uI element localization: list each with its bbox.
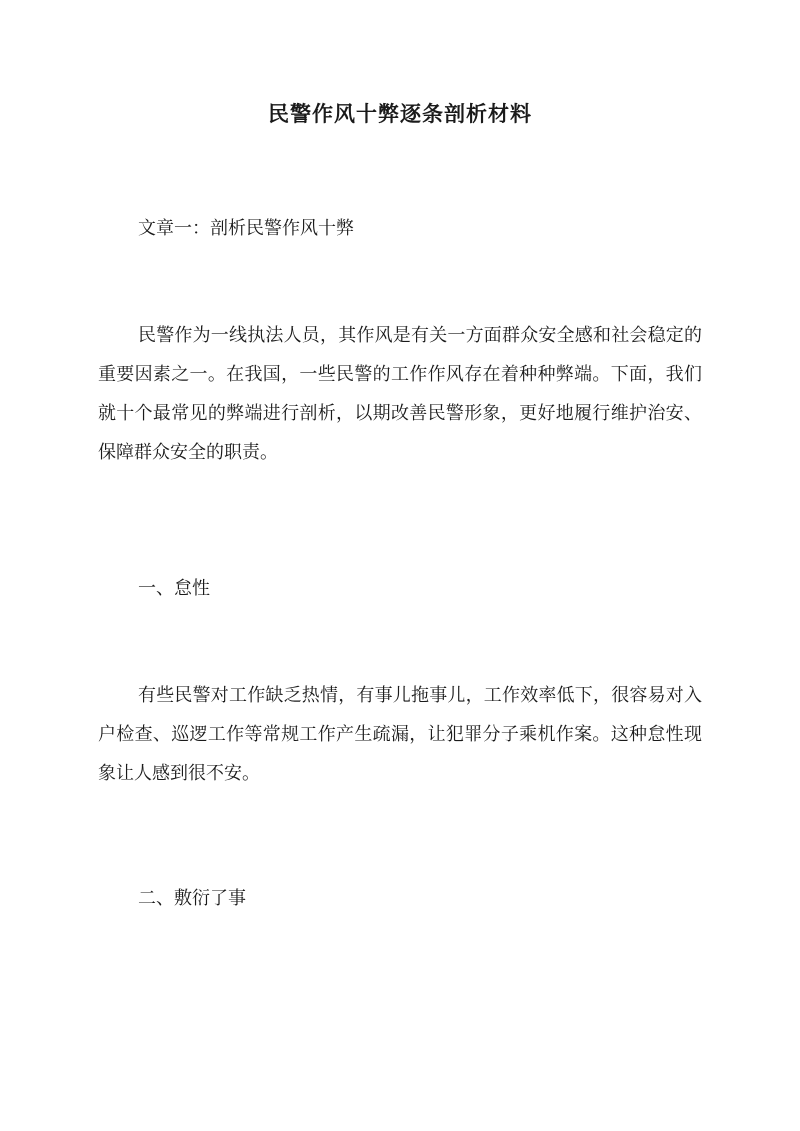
article-heading: 文章一：剖析民警作风十弊 xyxy=(138,218,354,239)
intro-paragraph: 民警作为一线执法人员，其作风是有关一方面群众安全感和社会稳定的重要因素之一。在我国，一些民警的工作作风存在着种种弊端。下面，我们就十个最常见的弊端进行剖析，以期改善民警形象，更好地履行维护治安、保障群众安全的职责。 xyxy=(98,325,702,463)
section-paragraph-1: 有些民警对工作缺乏热情，有事儿拖事儿，工作效率低下，很容易对入户检查、巡逻工作等常规工作产生疏漏，让犯罪分子乘机作案。这种怠性现象让人感到很不安。 xyxy=(98,685,702,784)
document-title: 民警作风十弊逐条剖析材料 xyxy=(268,101,532,126)
section-heading-2: 二、敷衍了事 xyxy=(138,888,246,909)
section-heading-1: 一、怠性 xyxy=(138,578,210,599)
